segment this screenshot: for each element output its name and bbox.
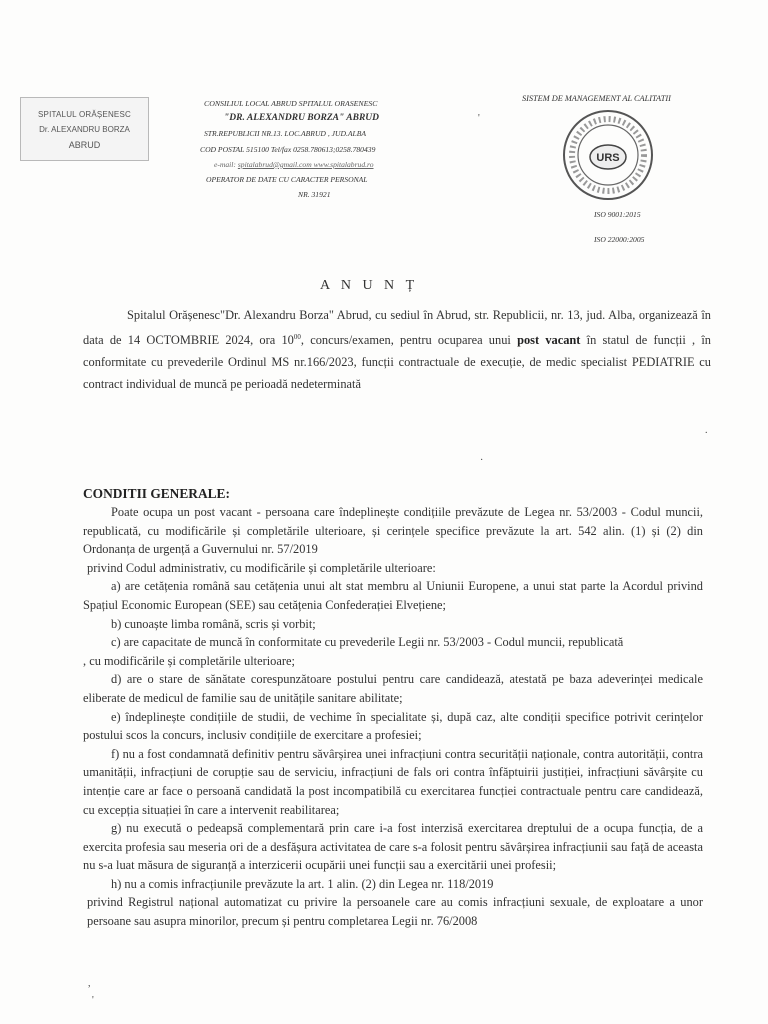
intro-bold-post-vacant: post vacant bbox=[517, 333, 581, 348]
scan-speck: ' bbox=[478, 113, 480, 124]
email-label: e-mail: bbox=[214, 159, 236, 169]
intro-paragraph bbox=[83, 304, 711, 395]
letterhead-email bbox=[160, 157, 460, 172]
condition-paragraph: privind Registrul național automatizat cu privire la persoanele care au comis infracțiuni sexuale, de exploatare a unor persoane sau asupra minorilor, precum și pentru completarea Legii nr. 76/2008 bbox=[87, 895, 703, 929]
condition-paragraph: d) are o stare de sănătate corespunzătoare postului pentru care candidează, atestată pe baza adeverinței medicale eliberate de medicul de familie sau de unitățile sanitare abilitate; bbox=[83, 672, 703, 705]
condition-paragraph: e) îndeplinește condițiile de studii, de vechime în specialitate și, după caz, alte condiții specifice potrivit cerințelor postului scos la concurs, inclusiv condițiile de exercitare a profesiei; bbox=[83, 709, 703, 743]
condition-paragraph: h) nu a comis infracțiunile prevăzute la art. 1 alin. (2) din Legea nr. 118/2019 bbox=[111, 876, 494, 891]
conditions-list bbox=[83, 503, 703, 931]
condition-paragraph: b) cunoaște limba română, scris și vorbit; bbox=[111, 616, 316, 631]
email-value: spitalabrud@gmail.com www.spitalabrud.ro bbox=[237, 159, 374, 169]
iso-22000: ISO 22000:2005 bbox=[594, 235, 645, 244]
scan-speck: . bbox=[705, 425, 708, 436]
condition-paragraph: , cu modificările și completările ulterioare; bbox=[83, 653, 295, 668]
letterhead-hospital-name: "DR. ALEXANDRU BORZA" ABRUD bbox=[224, 113, 380, 124]
letterhead-council: CONSILIUL LOCAL ABRUD SPITALUL ORASENESC bbox=[204, 99, 378, 108]
conditions-title: CONDITII GENERALE: bbox=[83, 486, 230, 501]
stamp-line-2: Dr. ALEXANDRU BORZA bbox=[39, 125, 130, 134]
condition-paragraph: c) are capacitate de muncă în conformitate cu prevederile Legii nr. 53/2003 - Codul muncii, republicată bbox=[111, 635, 624, 650]
intro-text-1: Spitalul Orășenesc"Dr. Alexandru Borza" Abrud, cu sediul în Abrud, str. Republicii, nr. 13, jud. Alba, organizează în data de 14 OCTOMBRIE 2024, ora 10 bbox=[83, 308, 711, 348]
hospital-stamp bbox=[20, 97, 149, 161]
scan-speck: ' bbox=[92, 995, 94, 1006]
condition-paragraph: g) nu execută o pedeapsă complementară prin care i-a fost interzisă exercitarea dreptului de a ocupa funcția, de a exercita profesia sau meseria ori de a desfășura activitatea de care s-a folosit pentru săvârșirea infracțiunii sau față de aceasta nu s-a luat măsura de siguranță a interzicerii ocupării unei funcții sau a exercitării unei profesii; bbox=[83, 821, 703, 873]
condition-paragraph: a) are cetățenia română sau cetățenia unui alt stat membru al Uniunii Europene, a unui stat parte la Acordul privind Spațiul Economic European (SEE) sau cetățenia Confederației Elvețiene; bbox=[83, 579, 703, 612]
letterhead-number: NR. 31921 bbox=[298, 190, 331, 200]
certification-logo-text: URS bbox=[596, 152, 620, 164]
letterhead bbox=[160, 96, 460, 202]
scan-speck: · bbox=[480, 455, 484, 466]
scan-speck: , bbox=[88, 978, 91, 989]
stamp-line-3: ABRUD bbox=[68, 140, 101, 150]
letterhead-address: STR.REPUBLICII NR.13. LOC.ABRUD , JUD.ALBA bbox=[204, 129, 366, 139]
stamp-line-1: SPITALUL ORĂȘENESC bbox=[38, 110, 131, 119]
certification-logo-icon bbox=[560, 107, 656, 203]
letterhead-phone: COD POSTAL 515100 Tel/fax 0258.780613;0258.780439 bbox=[200, 144, 376, 154]
document-title: A N U N Ț bbox=[320, 278, 419, 293]
intro-text-2: , concurs/examen, pentru ocuparea unui bbox=[300, 333, 518, 348]
condition-paragraph: Poate ocupa un post vacant - persoana care îndeplinește condițiile prevăzute de Legea nr. 53/2003 - Codul muncii, republicată, cu modificările și completările ulterioare, și cerințele specifice prevăzute la art. 542 alin. (1) și (2) din Ordonanța de urgență a Guvernului nr. 57/2019 bbox=[83, 505, 703, 557]
iso-9001: ISO 9001:2015 bbox=[594, 210, 641, 219]
condition-paragraph: f) nu a fost condamnată definitiv pentru săvârșirea unei infracțiuni contra securității naționale, contra autorității, contra umanității, infracțiuni de corupție sau de serviciu, infracțiuni de fals ori contra înfăptuirii justiției, infracțiuni săvârșite cu intenție care ar face o persoană candidată la post incompatibilă cu exercitarea funcției contractuale pentru care candidează, cu excepția situației în care a intervenit reabilitarea; bbox=[83, 746, 703, 817]
intro-text-3: în statul de funcții , în conformitate cu prevederile Ordinul MS nr.166/2023, funcții contractuale de execuție, de medic specialist PEDIATRIE cu contract individual de muncă pe perioadă nedeterminată bbox=[83, 333, 711, 392]
condition-paragraph: privind Codul administrativ, cu modificările și completările ulterioare: bbox=[87, 560, 436, 575]
letterhead-operator: OPERATOR DE DATE CU CARACTER PERSONAL bbox=[206, 175, 368, 185]
quality-system-title: SISTEM DE MANAGEMENT AL CALITATII bbox=[522, 94, 671, 103]
intro-time-superscript: 00 bbox=[293, 333, 301, 341]
